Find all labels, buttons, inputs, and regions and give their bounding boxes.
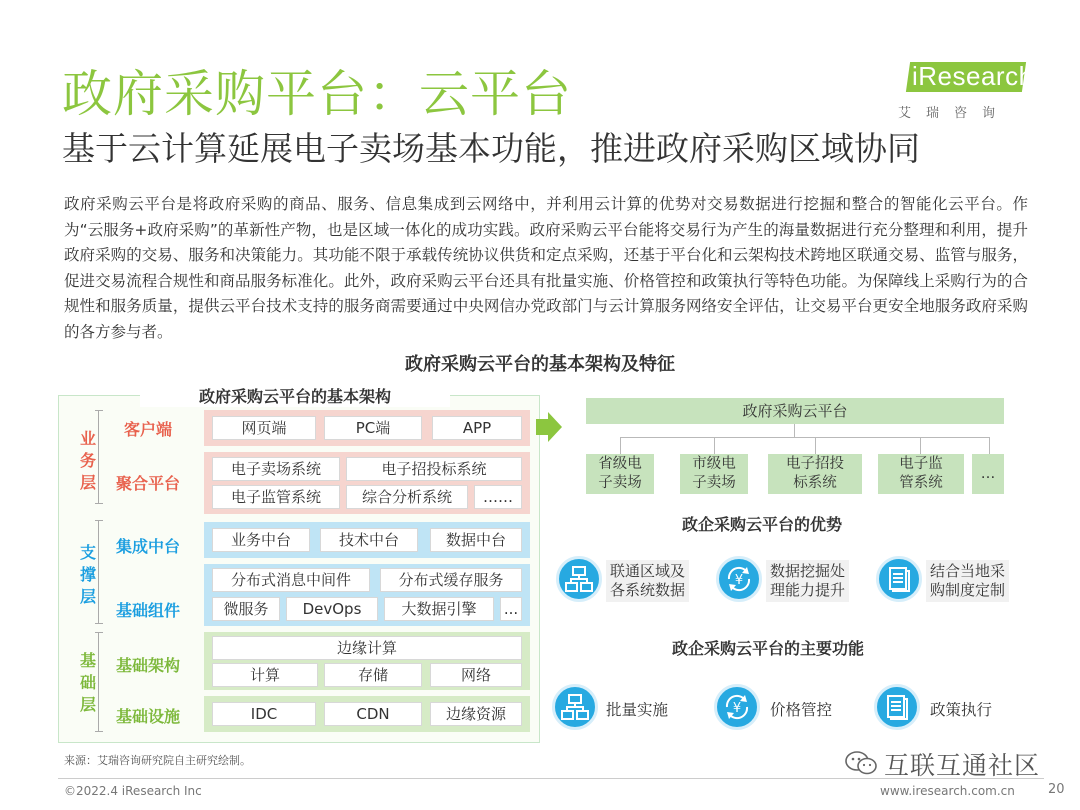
function-policy: 政策执行 bbox=[930, 701, 993, 719]
advantage-text-1 bbox=[606, 560, 689, 602]
tree-connector bbox=[620, 437, 621, 454]
layer-label-text: 支撑层 bbox=[80, 543, 97, 606]
pill-e-bidding: 电子招投标系统 bbox=[346, 457, 522, 481]
function-batch: 批量实施 bbox=[606, 701, 669, 719]
iresearch-logo bbox=[896, 58, 1034, 121]
pill-message-middleware: 分布式消息中间件 bbox=[212, 568, 370, 592]
pill-idc: IDC bbox=[212, 702, 316, 726]
node-line: 子卖场 bbox=[598, 475, 642, 491]
copyright: ©2022.4 iResearch Inc bbox=[64, 784, 202, 798]
cloud-platform-root: 政府采购云平台 bbox=[586, 398, 1004, 424]
website-link[interactable]: www.iresearch.com.cn bbox=[880, 784, 1015, 798]
node-provincial-mall bbox=[586, 454, 654, 494]
logo-text: iResearch bbox=[912, 61, 1034, 91]
row-label-client: 客户端 bbox=[124, 420, 173, 439]
node-line: 电子监 bbox=[899, 456, 943, 472]
footer-divider bbox=[58, 778, 1044, 779]
layer-bracket-base bbox=[98, 632, 99, 732]
document-icon bbox=[874, 684, 920, 730]
tree-connector bbox=[714, 437, 715, 454]
figure-heading: 政府采购云平台的基本架构及特征 bbox=[405, 354, 675, 375]
svg-text:¥: ¥ bbox=[734, 573, 744, 588]
pill-devops: DevOps bbox=[286, 597, 378, 621]
advantage-line: 数据挖掘处 bbox=[770, 562, 846, 580]
pill-analysis: 综合分析系统 bbox=[346, 485, 468, 509]
tree-connector bbox=[620, 437, 990, 438]
logo-chinese: 艾瑞咨询 bbox=[898, 106, 1011, 121]
source-note: 来源：艾瑞咨询研究院自主研究绘制。 bbox=[64, 754, 251, 767]
pill-e-supervision: 电子监管系统 bbox=[212, 485, 340, 509]
tree-connector bbox=[815, 437, 816, 454]
row-label-middle-platform: 集成中台 bbox=[116, 537, 181, 556]
layer-label-business bbox=[76, 428, 100, 494]
node-line: … bbox=[980, 466, 996, 482]
functions-heading: 政企采购云平台的主要功能 bbox=[672, 639, 865, 658]
node-line: 电子招投 bbox=[786, 456, 844, 472]
tree-connector bbox=[989, 437, 990, 454]
advantage-line: 结合当地采 bbox=[930, 562, 1006, 580]
page-title: 政府采购平台：云平台 bbox=[62, 65, 572, 123]
node-line: 市级电 bbox=[692, 456, 736, 472]
layer-bracket-support bbox=[98, 520, 99, 624]
pill-network: 网络 bbox=[430, 663, 522, 687]
pill-e-mall: 电子卖场系统 bbox=[212, 457, 340, 481]
pill-edge-resource: 边缘资源 bbox=[430, 702, 522, 726]
tree-connector bbox=[920, 437, 921, 454]
node-more bbox=[972, 454, 1004, 494]
document-icon bbox=[876, 556, 922, 602]
svg-text:¥: ¥ bbox=[732, 701, 742, 716]
layer-bracket-business bbox=[98, 410, 99, 504]
function-price-control: 价格管控 bbox=[770, 701, 833, 719]
pill-ellipsis: …… bbox=[474, 485, 522, 509]
pill-microservice: 微服务 bbox=[212, 597, 280, 621]
node-e-supervision bbox=[878, 454, 964, 494]
yen-cycle-icon bbox=[714, 684, 760, 730]
tree-connector bbox=[794, 424, 795, 438]
row-label-components: 基础组件 bbox=[116, 601, 181, 620]
pill-app: APP bbox=[432, 416, 522, 440]
advantages-heading: 政企采购云平台的优势 bbox=[682, 515, 843, 534]
band-facilities bbox=[204, 696, 530, 732]
pill-web: 网页端 bbox=[212, 416, 316, 440]
chat-bubble-icon bbox=[844, 750, 878, 776]
pill-data-middle: 数据中台 bbox=[430, 528, 522, 552]
advantage-line: 理能力提升 bbox=[770, 581, 846, 599]
row-label-infrastructure-arch: 基础架构 bbox=[116, 656, 181, 675]
pill-compute: 计算 bbox=[212, 663, 318, 687]
pill-cdn: CDN bbox=[324, 702, 422, 726]
pill-bigdata-engine: 大数据引擎 bbox=[384, 597, 494, 621]
band-middle-platform bbox=[204, 522, 530, 558]
intro-paragraph: 政府采购云平台是将政府采购的商品、服务、信息集成到云网络中，并利用云计算的优势对交易数据进行挖掘和整合的智能化云平台。作为“云服务+政府采购”的革新性产物，也是区域一体化的成功实践。政府采购云平台能将交易行为产生的海量数据进行充分整理和利用，提升政府采购的交易、服务和决策能力。其功能不限于承载传统协议供货和定点采购，还基于平台化和云架构技术跨地区联通交易、监管与服务，促进交易流程合规性和商品服务标准化。此外，政府采购云平台还具有批量实施、价格管控和政策执行等特色功能。为保障线上采购行为的合规性和服务质量，提供云平台技术支持的服务商需要通过中央网信办党政部门与云计算服务网络安全评估，让交易平台更安全地服务政府采购的各方参与者。 bbox=[64, 195, 1028, 341]
advantage-line: 联通区域及 bbox=[610, 562, 686, 580]
network-icon bbox=[556, 556, 602, 602]
pill-edge-computing: 边缘计算 bbox=[212, 636, 522, 660]
layer-label-base bbox=[76, 650, 100, 716]
pill-storage: 存储 bbox=[324, 663, 422, 687]
node-e-bidding bbox=[768, 454, 862, 494]
band-client bbox=[204, 410, 530, 446]
logo-wordmark bbox=[896, 58, 1034, 96]
yen-cycle-icon bbox=[716, 556, 762, 602]
node-line: 管系统 bbox=[899, 475, 943, 491]
layer-label-text: 基础层 bbox=[80, 651, 97, 714]
pill-tech-middle: 技术中台 bbox=[320, 528, 418, 552]
node-line: 标系统 bbox=[793, 475, 837, 491]
page-number: 20 bbox=[1048, 782, 1065, 797]
pill-business-middle: 业务中台 bbox=[212, 528, 310, 552]
advantage-text-2 bbox=[766, 560, 849, 602]
pill-cache-service: 分布式缓存服务 bbox=[380, 568, 522, 592]
band-aggregation bbox=[204, 452, 530, 514]
node-municipal-mall bbox=[680, 454, 748, 494]
node-line: 省级电 bbox=[598, 456, 642, 472]
band-components bbox=[204, 564, 530, 626]
row-label-aggregation: 聚合平台 bbox=[116, 474, 181, 493]
band-infrastructure-arch bbox=[204, 632, 530, 690]
arrow-right-icon bbox=[536, 412, 562, 442]
watermark-text: 互联互通社区 bbox=[884, 751, 1041, 780]
layer-label-support bbox=[76, 542, 100, 608]
node-line: 子卖场 bbox=[692, 475, 736, 491]
page-subtitle: 基于云计算延展电子卖场基本功能，推进政府采购区域协同 bbox=[62, 129, 920, 168]
advantage-line: 各系统数据 bbox=[610, 581, 686, 599]
pill-pc: PC端 bbox=[324, 416, 422, 440]
row-label-facilities: 基础设施 bbox=[116, 707, 181, 726]
pill-ellipsis: ... bbox=[500, 597, 522, 621]
layer-label-text: 业务层 bbox=[80, 429, 97, 492]
advantage-line: 购制度定制 bbox=[930, 581, 1006, 599]
network-icon bbox=[552, 684, 598, 730]
advantage-text-3 bbox=[926, 560, 1009, 602]
architecture-title: 政府采购云平台的基本架构 bbox=[140, 384, 450, 407]
